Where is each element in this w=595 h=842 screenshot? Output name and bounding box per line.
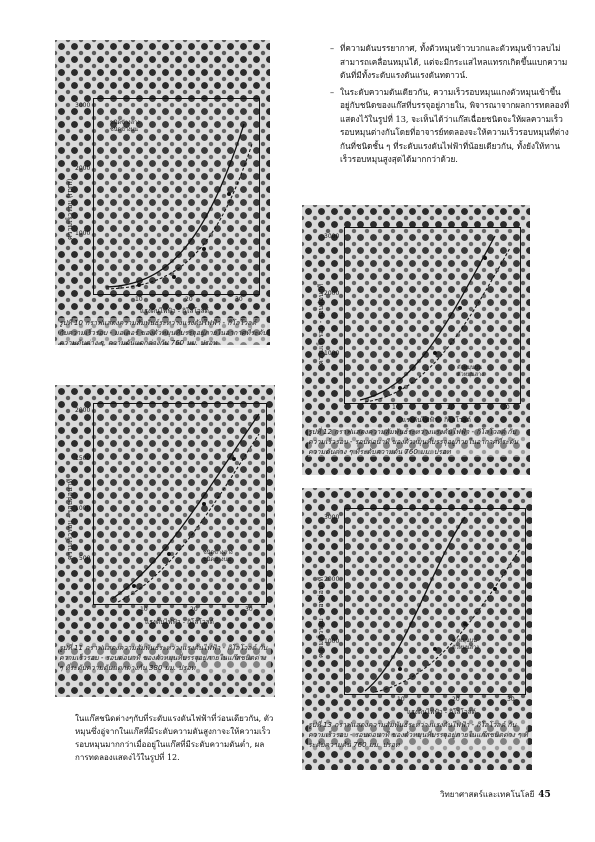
- figure-13-plot: [344, 508, 526, 695]
- figure-10: [55, 40, 270, 345]
- journal-name: วิทยาศาสตร์และเทคโนโลยี: [440, 790, 535, 799]
- figure-12-ylabel: ความเร็วรอบ - รอบต่อนาที: [317, 283, 325, 365]
- figure-12-ytick: 1000: [324, 350, 340, 357]
- legend-entry: ตัวหมุนบน: [457, 365, 482, 371]
- figure-13-xtick: 30: [507, 696, 515, 703]
- figure-12-ytick: 3000: [324, 233, 340, 240]
- bottom-left-paragraph: ในแก๊สชนิดต่างๆกับที่ระดับแรงดันไฟฟ้าที่ว่อนเดียวกัน, ตัวหมุนซึ่งอู่จากในแก๊สที่มีระดับความดันสูงกาจะให้ความเร็วรอบหมุนมากกว่าเมื่ออยู่ในแก๊สที่มีระดับความดันต่ำ, ผลการทดลองแสดงไว้ในรูปที่ 12.: [75, 714, 274, 762]
- figure-11-ytick: 2000: [75, 407, 91, 414]
- figure-11-xtick: 20: [190, 606, 198, 613]
- figure-13-ytick: 3000: [324, 514, 340, 521]
- figure-12: [302, 205, 530, 475]
- right-column-text: [330, 42, 570, 167]
- legend-entry: ชนิดข้างล่าง: [203, 550, 233, 556]
- legend-entry: ตัวหมุนล่าง: [452, 645, 479, 651]
- figure-13-xtick: 10: [397, 696, 405, 703]
- figure-12-xtick: 20: [447, 404, 455, 411]
- figure-13-xtick: 20: [452, 696, 460, 703]
- figure-10-ylabel: ความเร็วรอบ (rpm): [66, 178, 74, 240]
- figure-11: [55, 385, 275, 697]
- figure-11-plot: [93, 403, 267, 605]
- figure-13-xlabel: แรงดันไฟฟ้า - กิโลโวลต์: [407, 708, 476, 716]
- figure-11-xtick: 30: [245, 606, 253, 613]
- figure-10-xtick: 20: [185, 296, 193, 303]
- figure-13-caption: รูปที่ 13 กราฟแสดงความสัมพันธ์ระหว่างแรงดันไฟฟ้า - กิโลโวลต์ กับความเร็วรอบ - รอบต่อนาที ของตัวหมุนที่บรรจุอยู่ภายในแก๊สชนิดต่าง ๆ ที่ระดับความดัน 760 มม. ปรอท: [308, 721, 528, 749]
- page-number: 45: [538, 790, 551, 800]
- figure-10-ytick: 3000: [75, 102, 91, 109]
- page-footer: [440, 788, 551, 801]
- legend-entry: ตัวหมุนบน: [452, 638, 477, 644]
- figure-12-legend: [457, 365, 484, 379]
- figure-10-xlabel: แรงดันไฟฟ้า - กิโลโวลต์: [140, 307, 209, 315]
- figure-12-xtick: 30: [502, 404, 510, 411]
- figure-10-ytick: 2000: [75, 165, 91, 172]
- figure-13-ylabel: ความเร็วรอบ - รอบต่อนาที: [317, 576, 325, 658]
- figure-10-legend: [110, 120, 140, 134]
- figure-12-ytick: 2000: [324, 290, 340, 297]
- figure-11-ytick: 1000: [75, 505, 91, 512]
- figure-10-ytick: 1000: [75, 230, 91, 237]
- legend-entry: ชนิดข้างบน: [110, 127, 138, 133]
- legend-entry: ชนิดข้างล่าง: [110, 120, 140, 126]
- figure-11-ylabel: ความเร็วรอบ - รอบต่อนาที: [66, 478, 74, 560]
- legend-entry: ชนิดข้างบน: [203, 557, 231, 563]
- figure-13-ytick: 1000: [324, 638, 340, 645]
- figure-13-legend: [452, 638, 479, 652]
- bullet-paragraph-2: – ในระดับความดันเดียวกัน, ความเร็วรอบหมุนแกงตัวหมุนเข้าขึ้นอยู่กับชนิดของแก๊สที่บรรจุอยู่ภายใน, พิจารณาจากผลการทดลองที่แสดงไว้ในรูปที่ 13, จะเห็นได้ว่าแก๊สเฉื่อยชนิดจะให้ผลความเร็วรอบหมุนต่างกันโดยที่อาจารย์ทดลองจะให้ความเร็วรอบหมุนที่ต่างกันที่ชนิดชั้น ๆ ที่ระดับแรงดันไฟฟ้าที่น้อยเดียวกัน, ทั้งยังให้ทานเร็วรอบหมุนสูงสุดได้มากกว่าด้วย.: [330, 86, 570, 167]
- figure-10-xtick: 10: [135, 296, 143, 303]
- figure-11-xlabel: แรงดันไฟฟ้า - กิโลโวลต์: [145, 618, 214, 626]
- figure-13-ytick: 2000: [324, 576, 340, 583]
- figure-12-xtick: 10: [392, 404, 400, 411]
- figure-11-xtick: 10: [140, 606, 148, 613]
- figure-12-plot: [344, 227, 521, 404]
- figure-12-caption: รูปที่ 12 กราฟแสดงความสัมพันธ์ระหว่างแรงดันไฟฟ้า - กิโลโวลต์ กับความเร็วรอบ - รอบต่อนาที ของตัวหมุนที่บรรจุอยู่ภายในอากาศที่ระดับความดันต่าง ๆ ที่ระดับความดัน 760 มม. ปรอท: [308, 427, 526, 457]
- figure-11-ytick: 500: [79, 555, 91, 562]
- figure-12-xlabel: แรงดันไฟฟ้า - กิโลโวลต์: [402, 416, 471, 424]
- bullet-paragraph-1: – ที่ความดันบรรยากาศ, ทั้งตัวหมุนข้าวบวกและตัวหมุนข้าวลบไม่สามารถเคลื่อนหมุนได้, แต่จะมีกระแสไหลแทรกเกิดขึ้นแบกความดันที่มีทั้งระดับแรงดันแรงดันทดาวน์.: [330, 42, 570, 83]
- figure-10-caption: รูปที่ 10 กราฟแสดงความสัมพันธ์ระหว่างแรงดันไฟฟ้า - กิโลโวลต์ กับความเร็วรอบ - มอเตอร์ ของตัวหมุนที่บรรจุอยู่ภายในอากาศที่ระดับความดันต่าง ๆ, ความดันแตกต่างกัน 760 มม. ปรอท: [59, 319, 267, 347]
- figure-11-caption: รูปที่ 11 กราฟแสดงความสัมพันธ์ระหว่างแรงดันไฟฟ้า - กิโลโวลต์ กับความเร็วรอบ - รอบต่อนาที ของตัวหมุนที่บรรจุอยู่ภายในแก๊สชนิดต่าง ๆ ที่ระดับความดันแตกต่างกัน 380 มม. ปรอท: [59, 643, 271, 673]
- figure-13: [302, 488, 532, 770]
- figure-11-legend: [203, 550, 233, 564]
- figure-11-ytick: 1500: [75, 455, 91, 462]
- legend-entry: ตัวหมุนล่าง: [457, 372, 484, 378]
- figure-10-xtick: 30: [235, 296, 243, 303]
